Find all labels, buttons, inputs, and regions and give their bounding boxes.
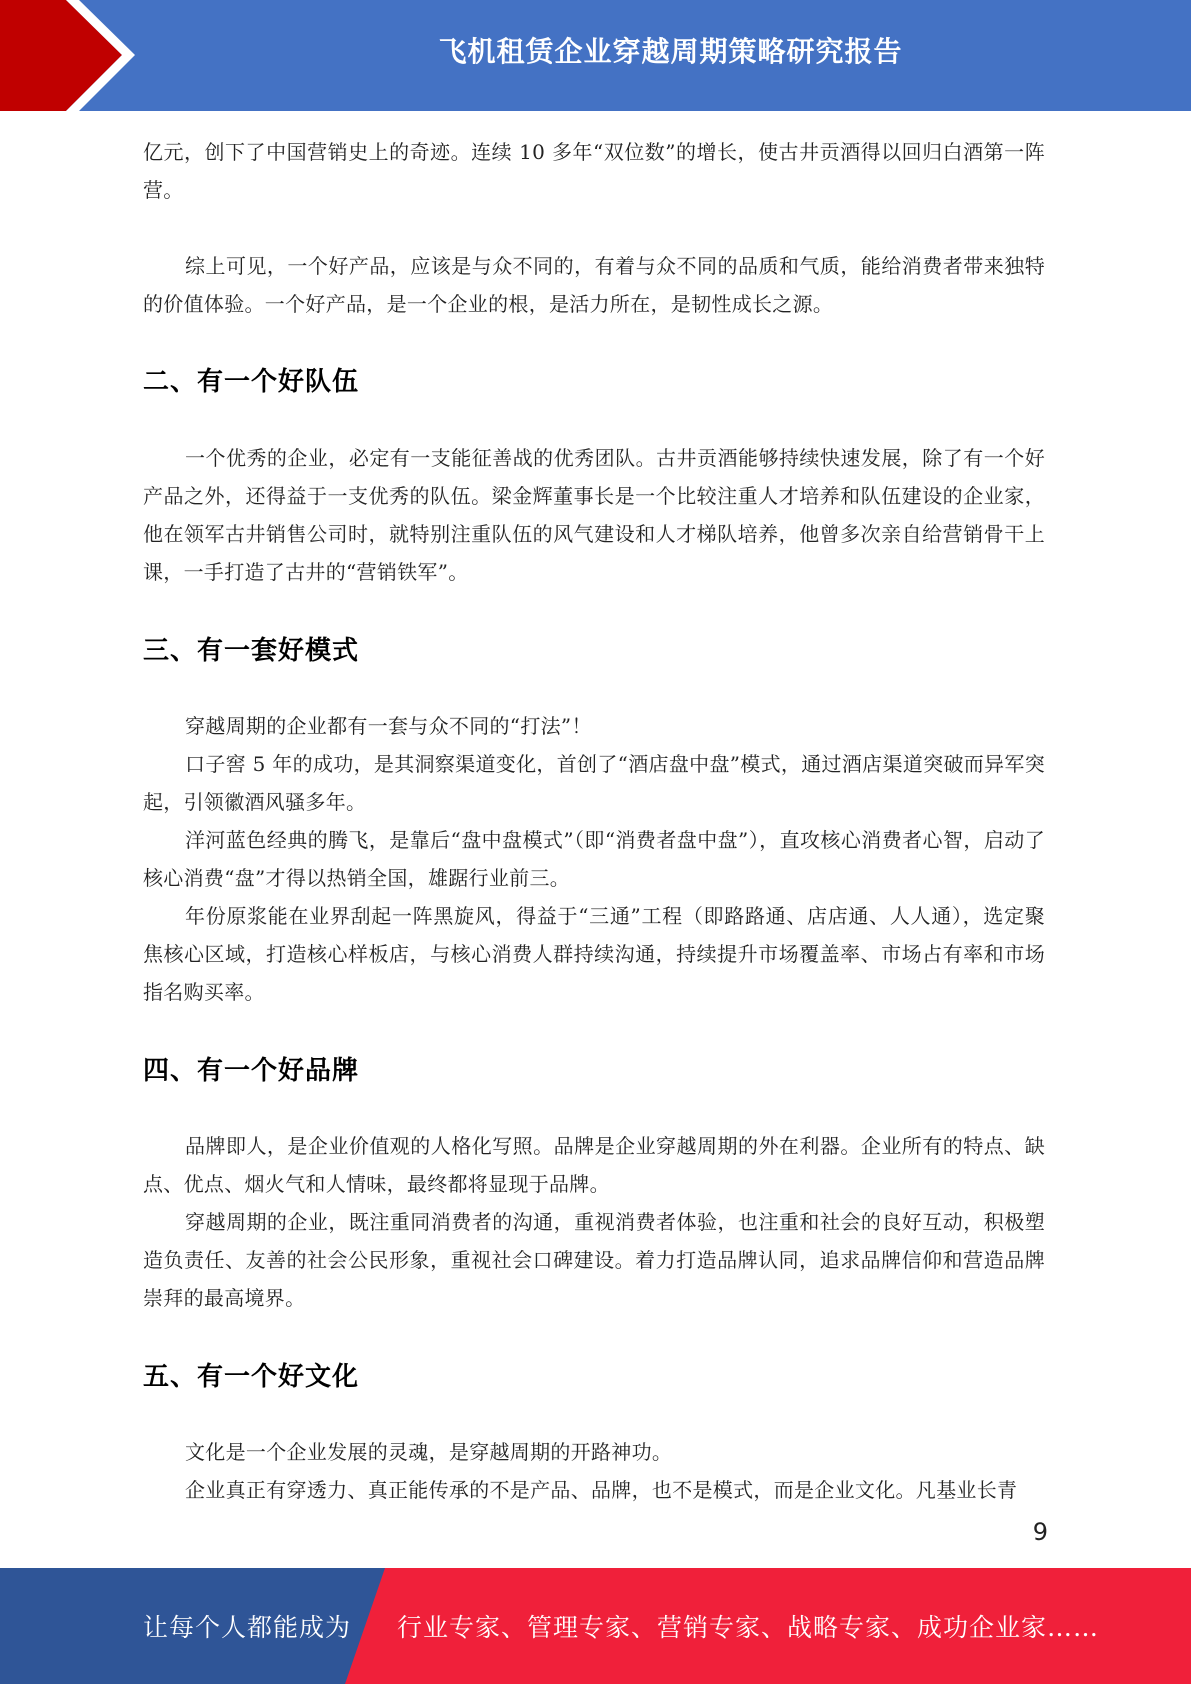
section-heading-team: 二、有一个好队伍: [143, 367, 360, 397]
paragraph: 洋河蓝色经典的腾飞，是靠后“盘中盘模式”（即“消费者盘中盘”），直攻核心消费者心智，启动了核心消费“盘”才得以热销全国，雄踞行业前三。: [143, 828, 1045, 890]
page-footer: [0, 1568, 1191, 1684]
page-number: 9: [1032, 1518, 1048, 1546]
page-header: [0, 0, 1191, 111]
paragraph: 一个优秀的企业，必定有一支能征善战的优秀团队。古井贡酒能够持续快速发展，除了有一个好产品之外，还得益于一支优秀的队伍。梁金辉董事长是一个比较注重人才培养和队伍建设的企业家，他在领军古井销售公司时，就特别注重队伍的风气建设和人才梯队培养，他曾多次亲自给营销骨干上课，一手打造了古井的“营销铁军”。: [143, 446, 1045, 584]
header-arrow-decoration: [0, 0, 160, 111]
paragraph: 文化是一个企业发展的灵魂，是穿越周期的开路神功。: [185, 1440, 673, 1464]
footer-slogan-left: 让每个人都能成为: [143, 1613, 352, 1642]
paragraph: 亿元，创下了中国营销史上的奇迹。连续 10 多年“双位数”的增长，使古井贡酒得以回归白酒第一阵营。: [143, 140, 1045, 202]
section-heading-model: 三、有一套好模式: [143, 636, 360, 666]
section-heading-culture: 五、有一个好文化: [143, 1362, 360, 1392]
report-title: 飞机租赁企业穿越周期策略研究报告: [438, 35, 903, 68]
paragraph: 穿越周期的企业，既注重同消费者的沟通，重视消费者体验，也注重和社会的良好互动，积极塑造负责任、友善的社会公民形象，重视社会口碑建设。着力打造品牌认同，追求品牌信仰和营造品牌崇拜的最高境界。: [143, 1210, 1045, 1310]
paragraph: 综上可见，一个好产品，应该是与众不同的，有着与众不同的品质和气质，能给消费者带来独特的价值体验。一个好产品，是一个企业的根，是活力所在，是韧性成长之源。: [143, 254, 1045, 316]
paragraph: 年份原浆能在业界刮起一阵黑旋风，得益于“三通”工程（即路路通、店店通、人人通），选定聚焦核心区域，打造核心样板店，与核心消费人群持续沟通，持续提升市场覆盖率、市场占有率和市场指名购买率。: [143, 904, 1045, 1004]
paragraph: 品牌即人，是企业价值观的人格化写照。品牌是企业穿越周期的外在利器。企业所有的特点、缺点、优点、烟火气和人情味，最终都将显现于品牌。: [143, 1134, 1045, 1196]
paragraph: 企业真正有穿透力、真正能传承的不是产品、品牌，也不是模式，而是企业文化。凡基业长青: [185, 1478, 1018, 1502]
paragraph: 口子窖 5 年的成功，是其洞察渠道变化，首创了“酒店盘中盘”模式，通过酒店渠道突破而异军突起，引领徽酒风骚多年。: [143, 752, 1045, 814]
section-heading-brand: 四、有一个好品牌: [143, 1056, 360, 1086]
paragraph: 穿越周期的企业都有一套与众不同的“打法”！: [185, 714, 592, 738]
footer-slogan-right: 行业专家、管理专家、营销专家、战略专家、成功企业家……: [397, 1613, 1100, 1642]
